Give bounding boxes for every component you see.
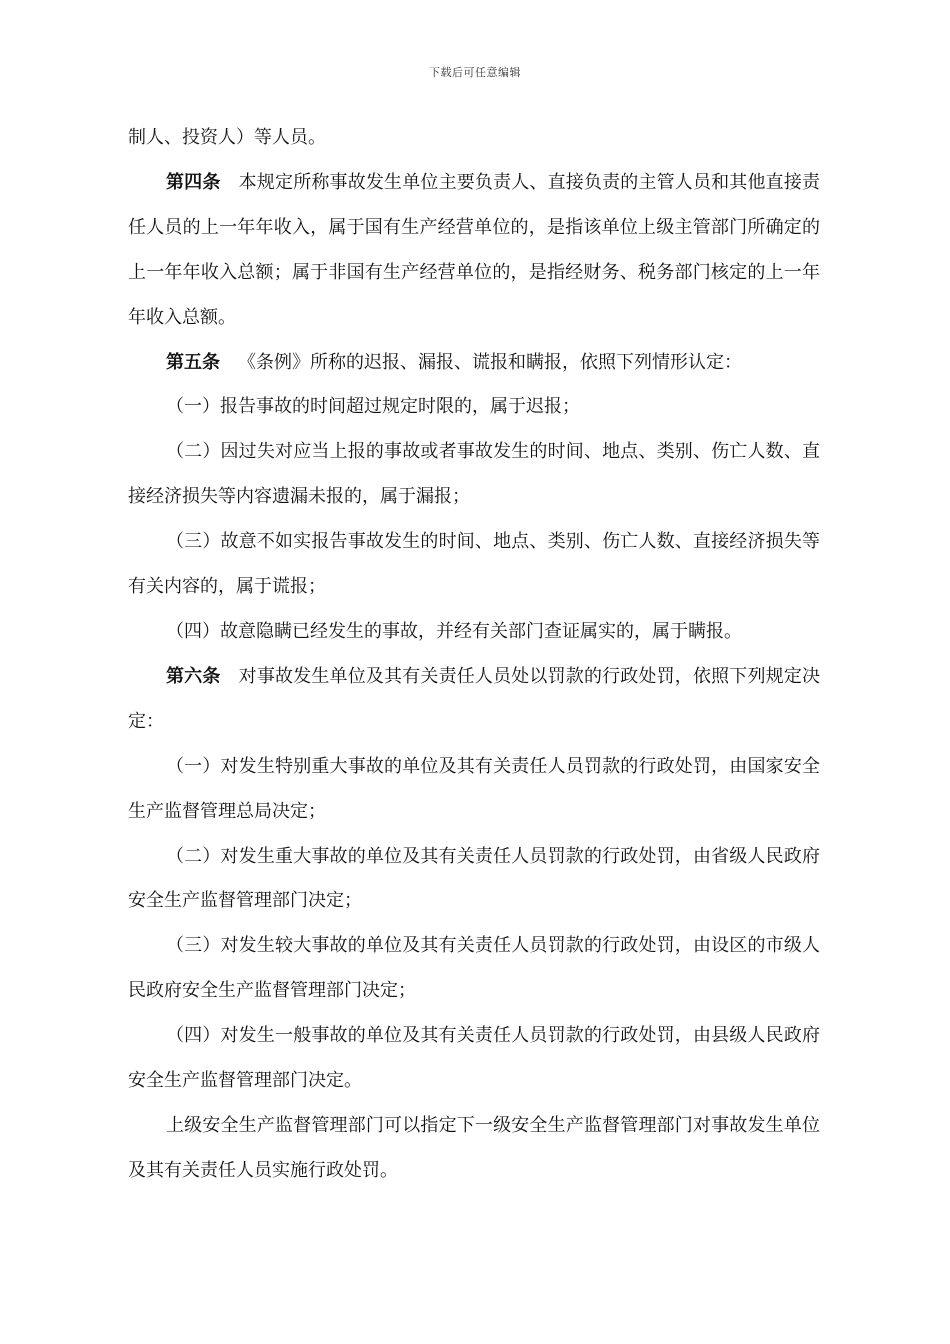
- paragraph-text: 上级安全生产监督管理部门可以指定下一级安全生产监督管理部门对事故发生单位及其有关责任人员实施行政处罚。: [128, 1114, 820, 1181]
- list-item: [128, 385, 820, 430]
- article-number: 第六条: [166, 665, 221, 687]
- document-body: [128, 116, 820, 1194]
- list-item: [128, 520, 820, 610]
- closing-paragraph: [128, 1104, 820, 1194]
- paragraph-text: 制人、投资人）等人员。: [128, 127, 326, 148]
- list-item-text: （二）因过失对应当上报的事故或者事故发生的时间、地点、类别、伤亡人数、直接经济损失等内容遗漏未报的，属于漏报；: [128, 441, 820, 508]
- article-text: 对事故发生单位及其有关责任人员处以罚款的行政处罚，依照下列规定决定：: [128, 665, 820, 732]
- list-item-text: （三）故意不如实报告事故发生的时间、地点、类别、伤亡人数、直接经济损失等有关内容的，属于谎报；: [128, 531, 820, 598]
- list-item-text: （四）对发生一般事故的单位及其有关责任人员罚款的行政处罚，由县级人民政府安全生产监督管理部门决定。: [128, 1025, 820, 1092]
- article-5: [128, 341, 820, 386]
- article-4: [128, 161, 820, 341]
- list-item: [128, 1014, 820, 1104]
- article-text: 《条例》所称的迟报、漏报、谎报和瞒报，依照下列情形认定：: [238, 351, 742, 373]
- list-item-text: （三）对发生较大事故的单位及其有关责任人员罚款的行政处罚，由设区的市级人民政府安全生产监督管理部门决定；: [128, 935, 820, 1002]
- paragraph-continuation: [128, 116, 820, 161]
- list-item-text: （四）故意隐瞒已经发生的事故，并经有关部门查证属实的，属于瞒报。: [166, 620, 742, 642]
- article-text: 本规定所称事故发生单位主要负责人、直接负责的主管人员和其他直接责任人员的上一年年收入，属于国有生产经营单位的，是指该单位上级主管部门所确定的上一年年收入总额；属于非国有生产经营单位的，是指经财务、税务部门核定的上一年年收入总额。: [128, 171, 820, 328]
- article-6: [128, 655, 820, 745]
- list-item: [128, 430, 820, 520]
- page-header: 下载后可任意编辑: [429, 66, 521, 79]
- list-item-text: （一）报告事故的时间超过规定时限的，属于迟报；: [166, 396, 580, 418]
- list-item: [128, 745, 820, 835]
- article-number: 第四条: [166, 171, 221, 193]
- list-item: [128, 924, 820, 1014]
- list-item-text: （二）对发生重大事故的单位及其有关责任人员罚款的行政处罚，由省级人民政府安全生产监督管理部门决定；: [128, 845, 820, 912]
- list-item-text: （一）对发生特别重大事故的单位及其有关责任人员罚款的行政处罚，由国家安全生产监督管理总局决定；: [128, 755, 820, 822]
- article-number: 第五条: [166, 351, 220, 373]
- list-item: [128, 835, 820, 925]
- list-item: [128, 610, 820, 655]
